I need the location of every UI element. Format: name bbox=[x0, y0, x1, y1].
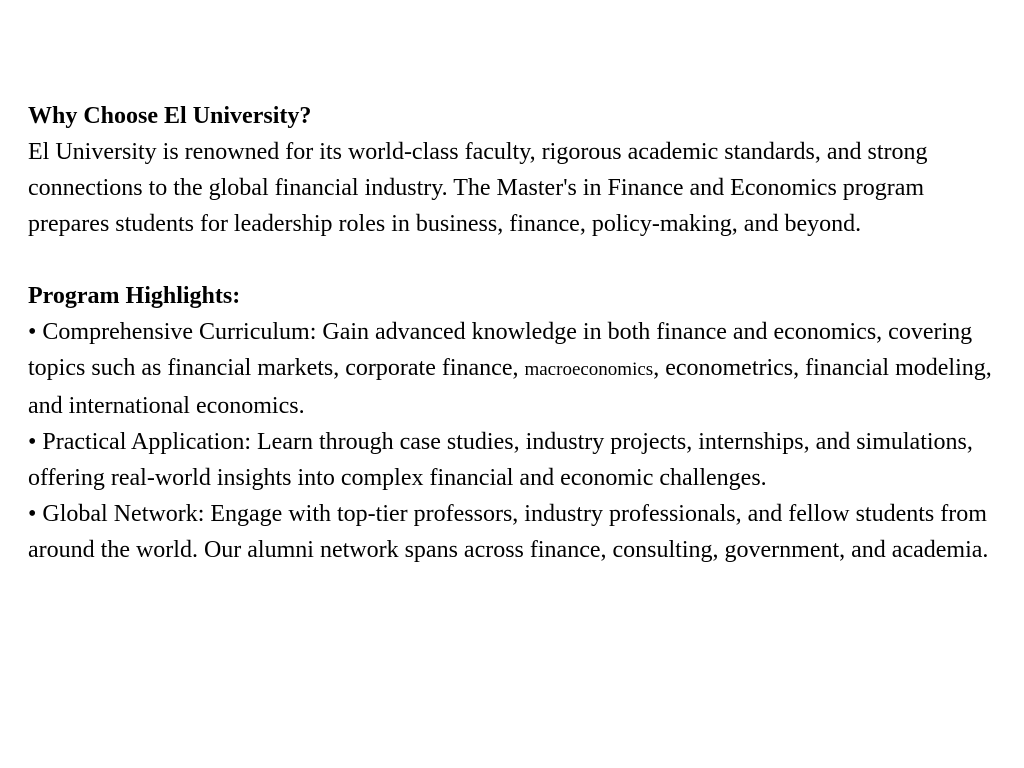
why-choose-heading: Why Choose El University? bbox=[28, 103, 312, 129]
highlight-network-text: Global Network: Engage with top-tier professors, industry professionals, and fellow students from around the world. Our alumni network spans across finance, consulting, government, and academia. bbox=[28, 501, 989, 563]
highlight-curriculum-tail: , econometrics, financial modeling, and international economics. bbox=[28, 355, 992, 419]
program-highlights-heading: Program Highlights: bbox=[28, 283, 241, 309]
highlight-item-curriculum bbox=[28, 314, 994, 424]
highlight-curriculum-small: macroeconomics bbox=[524, 359, 654, 380]
bullet-marker: • bbox=[28, 501, 37, 527]
section-spacer bbox=[28, 242, 994, 278]
why-choose-paragraph: El University is renowned for its world-class faculty, rigorous academic standards, and strong connections to the global financial industry. The Master's in Finance and Economics program prepares students for leadership roles in business, finance, policy-making, and beyond. bbox=[28, 139, 928, 237]
highlight-item-practical bbox=[28, 424, 994, 496]
bullet-marker: • bbox=[28, 429, 37, 455]
highlight-item-network bbox=[28, 496, 994, 568]
highlight-practical-text: Practical Application: Learn through case studies, industry projects, internships, and simulations, offering real-world insights into complex financial and economic challenges. bbox=[28, 429, 973, 491]
highlight-curriculum-lead: Comprehensive Curriculum: Gain advanced knowledge in both finance and economics, covering topics such as financial markets, corporate finance, bbox=[28, 319, 973, 381]
bullet-marker: • bbox=[28, 319, 37, 345]
